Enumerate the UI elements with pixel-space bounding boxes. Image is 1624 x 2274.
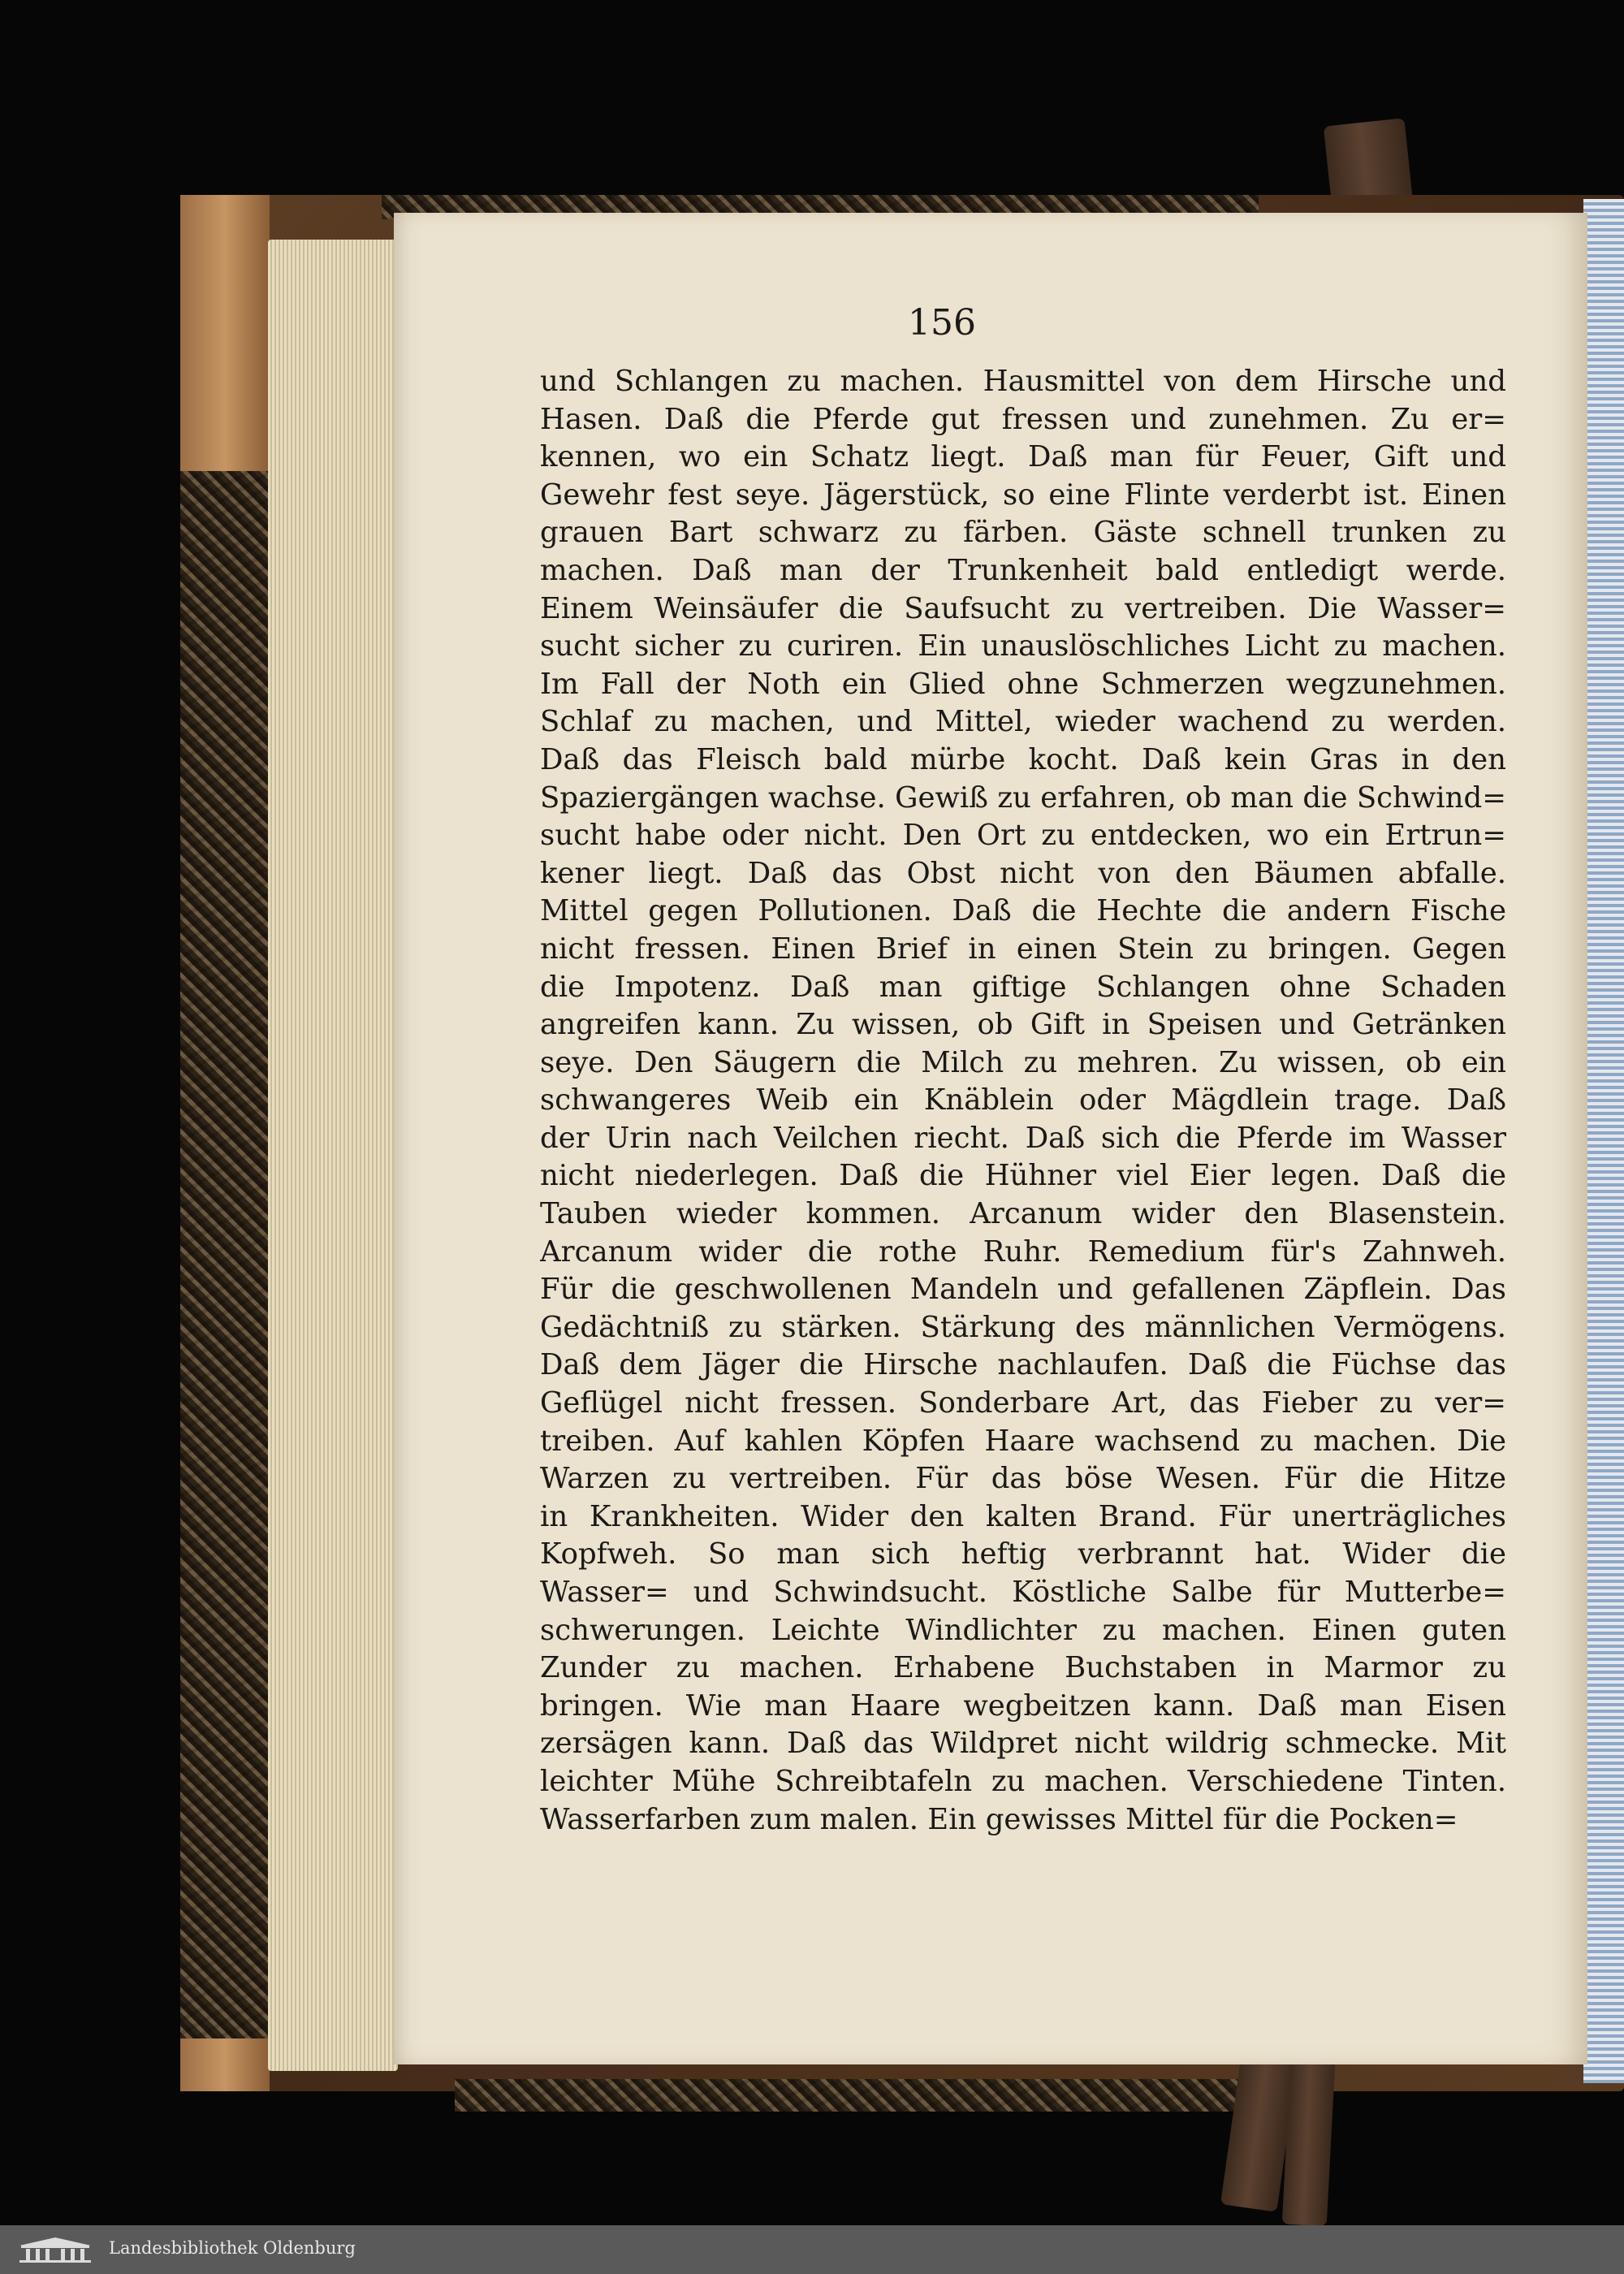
text-line: machen. Daß man der Trunkenheit bald entledigt werde. xyxy=(540,553,1506,587)
text-line: zersägen kann. Daß das Wildpret nicht wildrig schmecke. Mit xyxy=(540,1727,1506,1761)
text-line: Hasen. Daß die Pferde gut fressen und zunehmen. Zu er= xyxy=(540,402,1506,436)
text-line: sucht sicher zu curiren. Ein unauslöschliches Licht zu machen. xyxy=(540,629,1506,664)
text-line: Warzen zu vertreiben. Für das böse Wesen. Für die Hitze xyxy=(540,1462,1506,1496)
book-page xyxy=(394,213,1587,2064)
text-line: Gewehr fest seye. Jägerstück, so eine Flinte verderbt ist. Einen xyxy=(540,478,1506,512)
text-line: kener liegt. Daß das Obst nicht von den Bäumen abfalle. xyxy=(540,856,1506,890)
text-line: seye. Den Säugern die Milch zu mehren. Zu wissen, ob ein xyxy=(540,1045,1506,1079)
text-line: die Impotenz. Daß man giftige Schlangen ohne Schaden xyxy=(540,970,1506,1004)
text-line: in Krankheiten. Wider den kalten Brand. Für unerträgliches xyxy=(540,1499,1506,1533)
text-line: Spaziergängen wachse. Gewiß zu erfahren, ob man die Schwind= xyxy=(540,780,1506,815)
spine-cloth xyxy=(1583,199,1624,2083)
marbled-cover-left xyxy=(180,471,268,2038)
text-line: und Schlangen zu machen. Hausmittel von dem Hirsche und xyxy=(540,365,1506,398)
text-line: leichter Mühe Schreibtafeln zu machen. Verschiedene Tinten. xyxy=(540,1764,1506,1798)
text-line: Im Fall der Noth ein Glied ohne Schmerzen wegzunehmen. xyxy=(540,667,1506,701)
text-line: Arcanum wider die rothe Ruhr. Remedium für's Zahnweh. xyxy=(540,1234,1506,1269)
text-line: Wasserfarben zum malen. Ein gewisses Mittel für die Pocken= xyxy=(540,1802,1458,1836)
text-line: bringen. Wie man Haare wegbeitzen kann. Daß man Eisen xyxy=(540,1688,1506,1723)
library-building-icon xyxy=(16,2236,94,2263)
text-line: Wasser= und Schwindsucht. Köstliche Salbe für Mutterbe= xyxy=(540,1576,1506,1609)
text-line: Für die geschwollenen Mandeln und gefallenen Zäpflein. Das xyxy=(540,1273,1506,1307)
text-line: Daß das Fleisch bald mürbe kocht. Daß kein Gras in den xyxy=(540,742,1506,776)
page-number: 156 xyxy=(908,302,976,344)
text-line: angreifen kann. Zu wissen, ob Gift in Speisen und Getränken xyxy=(540,1008,1506,1042)
text-line: schwangeres Weib ein Knäblein oder Mägdlein trage. Daß xyxy=(540,1083,1506,1118)
page-text xyxy=(540,363,1506,1839)
institution-name: Landesbibliothek Oldenburg xyxy=(109,2238,356,2258)
text-line: schwerungen. Leichte Windlichter zu machen. Einen guten xyxy=(540,1613,1506,1647)
text-line: nicht fressen. Einen Brief in einen Stein zu bringen. Gegen xyxy=(540,932,1506,966)
text-line: Einem Weinsäufer die Saufsucht zu vertreiben. Die Wasser= xyxy=(540,591,1506,625)
text-line: Tauben wieder kommen. Arcanum wider den Blasenstein. xyxy=(540,1197,1506,1231)
text-line: Geflügel nicht fressen. Sonderbare Art, das Fieber zu ver= xyxy=(540,1386,1506,1420)
text-line: sucht habe oder nicht. Den Ort zu entdecken, wo ein Ertrun= xyxy=(540,819,1506,853)
text-line: Mittel gegen Pollutionen. Daß die Hechte die andern Fische xyxy=(540,894,1506,928)
marbled-cover-bottom xyxy=(455,2079,1267,2112)
text-line: grauen Bart schwarz zu färben. Gäste schnell trunken zu xyxy=(540,516,1506,550)
text-line: Kopfweh. So man sich heftig verbrannt hat. Wider die xyxy=(540,1537,1506,1571)
page-block-edges xyxy=(268,240,398,2071)
text-line: Zunder zu machen. Erhabene Buchstaben in Marmor zu xyxy=(540,1651,1506,1685)
footer-bar xyxy=(0,2225,1624,2274)
text-line: kennen, wo ein Schatz liegt. Daß man für Feuer, Gift und xyxy=(540,440,1506,474)
text-line: nicht niederlegen. Daß die Hühner viel Eier legen. Daß die xyxy=(540,1159,1506,1193)
text-line: Schlaf zu machen, und Mittel, wieder wachend zu werden. xyxy=(540,705,1506,739)
text-line: der Urin nach Veilchen riecht. Daß sich die Pferde im Wasser xyxy=(540,1121,1506,1155)
text-line: Daß dem Jäger die Hirsche nachlaufen. Daß die Füchse das xyxy=(540,1348,1506,1382)
text-line: treiben. Auf kahlen Köpfen Haare wachsend zu machen. Die xyxy=(540,1424,1506,1458)
text-line: Gedächtniß zu stärken. Stärkung des männlichen Vermögens. xyxy=(540,1310,1506,1344)
